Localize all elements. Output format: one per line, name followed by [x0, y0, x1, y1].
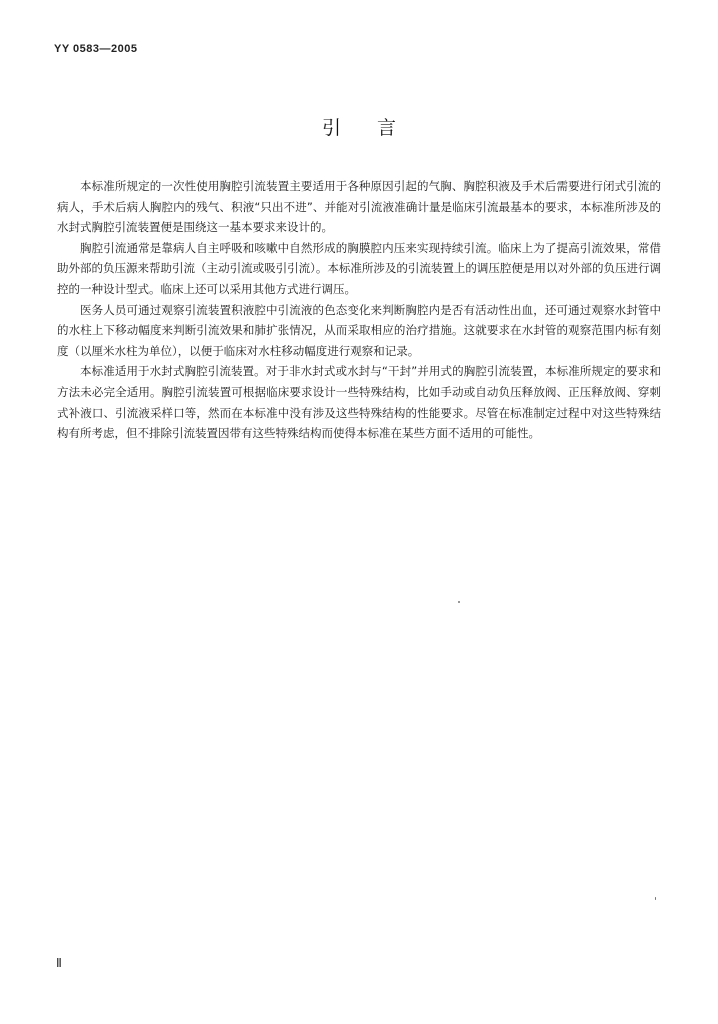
section-title: 引言: [321, 117, 432, 139]
paragraph: 医务人员可通过观察引流装置积液腔中引流液的色态变化来判断胸腔内是否有活动性出血，还可通过观察水封管中的水柱上下移动幅度来判断引流效果和肺扩张情况，从而采取相应的治疗措施。这就要求在水封管的观察范围内标有刻度（以厘米水柱为单位），以便于临床对水柱移动幅度进行观察和记录。: [57, 302, 661, 358]
standard-code-header: YY 0583—2005: [54, 43, 138, 55]
paragraph: 本标准适用于水封式胸腔引流装置。对于非水封式或水封与“干封”并用式的胸腔引流装置，本标准所规定的要求和方法未必完全适用。胸腔引流装置可根据临床要求设计一些特殊结构，比如手动或自动负压释放阀、正压释放阀、穿刺式补液口、引流液采样口等，然而在本标准中没有涉及这些特殊结构的性能要求。尽管在标准制定过程中对这些特殊结构有所考虑，但不排除引流装置因带有这些特殊结构而使得本标准在某些方面不适用的可能性。: [57, 364, 661, 441]
page-number: Ⅱ: [56, 956, 62, 970]
paragraph: 本标准所规定的一次性使用胸腔引流装置主要适用于各种原因引起的气胸、胸腔积液及手术后需要进行闭式引流的病人，手术后病人胸腔内的残气、积液“只出不进”、并能对引流液准确计量是临床引流最基本的要求，本标准所涉及的水封式胸腔引流装置便是围绕这一基本要求来设计的。: [57, 179, 661, 235]
paragraph: 胸腔引流通常是靠病人自主呼吸和咳嗽中自然形成的胸膜腔内压来实现持续引流。临床上为了提高引流效果，常借助外部的负压源来帮助引流（主动引流或吸引引流）。本标准所涉及的引流装置上的调压腔便是用以对外部的负压进行调控的一种设计型式。临床上还可以采用其他方式进行调压。: [57, 240, 661, 296]
scan-speck: [458, 601, 460, 603]
scan-speck: [655, 897, 656, 900]
introduction-body: [57, 176, 661, 444]
